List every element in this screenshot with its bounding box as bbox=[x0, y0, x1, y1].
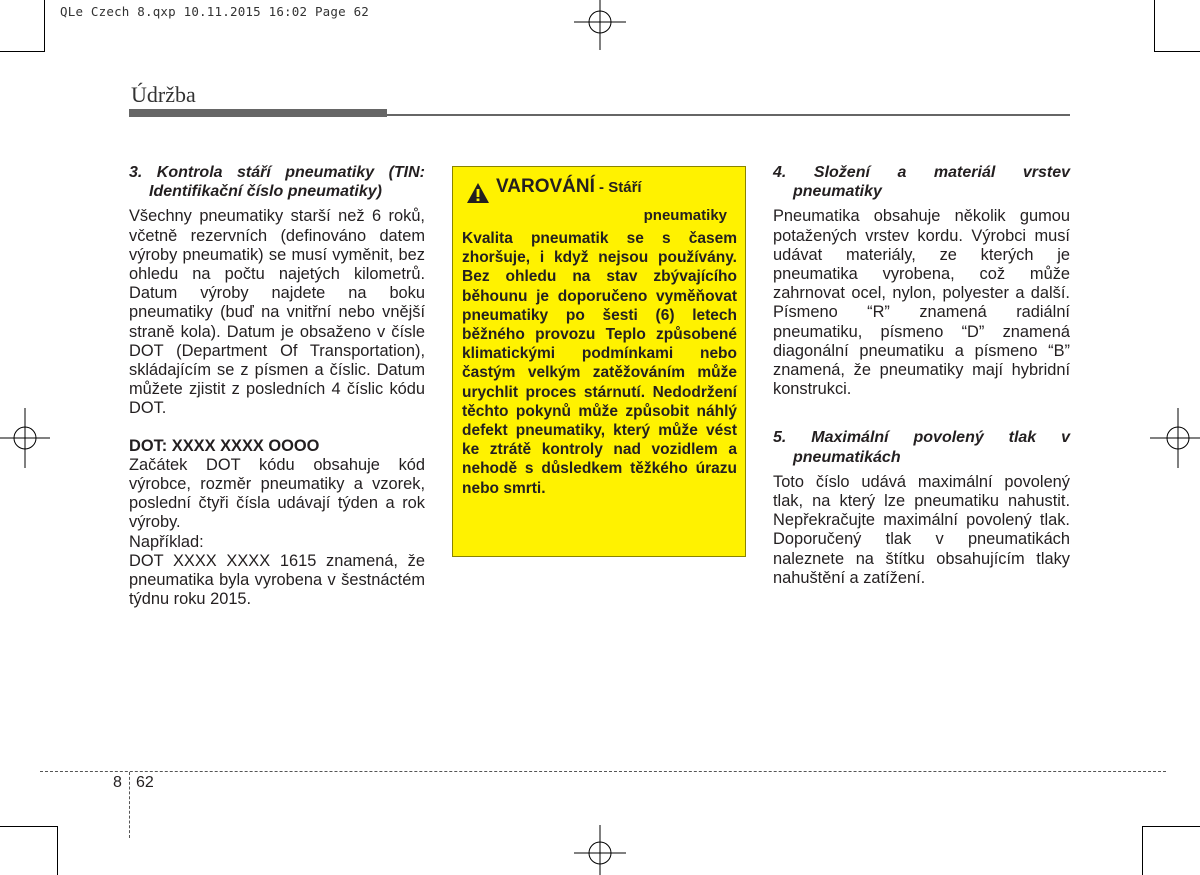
warning-subtitle-prefix: - Stáří bbox=[594, 179, 642, 196]
heading-tire-composition: 4. Složení a materiál vrstev pneumatiky bbox=[773, 164, 1070, 201]
paragraph-tire-age: Všechny pneumatiky starší než 6 roků, včetně rezervních (definováno datem výroby pneumatik) se musí vyměnit, bez ohledu na počtu najetých kilometrů. Datum výroby najdete na boku pneumatiky (buď na vnitřní nebo vnější straně kola). Datum je obsaženo v čísle DOT (Department Of Transportation), skládajícím se z písmen a číslic. Datum můžete zjistit z posledních 4 číslic kódu DOT. bbox=[129, 207, 425, 418]
warning-subtitle-suffix: pneumatiky bbox=[643, 207, 727, 224]
dot-code-example: DOT: XXXX XXXX OOOO bbox=[129, 436, 320, 455]
page-number: 62 bbox=[136, 774, 154, 791]
paragraph-dot-code: Začátek DOT kódu obsahuje kód výrobce, rozměr pneumatiky a vzorek, poslední čtyři čísla udávají týden a rok výroby. bbox=[129, 455, 425, 532]
print-slug: QLe Czech 8.qxp 10.11.2015 16:02 Page 62 bbox=[60, 4, 370, 19]
crop-mark-bottom-right-v bbox=[1142, 826, 1143, 875]
crop-mark-bottom-left-h bbox=[0, 826, 58, 827]
paragraph-example: DOT XXXX XXXX 1615 znamená, že pneumatika byla vyrobena v šestnáctém týdnu roku 2015. bbox=[129, 551, 425, 609]
footer-dashed-rule bbox=[40, 771, 1166, 772]
column-left bbox=[129, 163, 425, 609]
crop-mark-bottom-left-v bbox=[57, 826, 58, 875]
column-right bbox=[773, 163, 1070, 588]
paragraph-max-pressure: Toto číslo udává maximální povolený tlak, na který lze pneumatiku nahustit. Nepřekračujte maximální povolený tlak. Doporučený tlak v pneumatikách naleznete na štítku obsahujícím tlaky nahuštění a zatížení. bbox=[773, 472, 1070, 587]
crop-mark-top-right-v bbox=[1154, 0, 1155, 52]
paragraph-tire-composition: Pneumatika obsahuje několik gumou potažených vrstev kordu. Výrobci musí udávat materiály, ze kterých je pneumatika vyrobena, což může zahrnovat ocel, nylon, polyester a další. Písmeno “R” znamená radiální pneumatiku, písmeno “D” znamená diagonální pneumatiku a písmeno “B” znamená, že pneumatiky mají hybridní konstrukci. bbox=[773, 207, 1070, 399]
warning-body: Kvalita pneumatik se s časem zhoršuje, i když nejsou používány. Bez ohledu na stav zbývajícího běhounu je doporučeno vyměňovat pneumatiky po šesti (6) letech běžného provozu Teplo způsobené klimatickými podmínkami nebo častým velkým zatěžováním může urychlit proces stárnutí. Nedodržení těchto pokynů může způsobit náhlý defekt pneumatiky, který může vést ke ztrátě kontroly nad vozidlem a nehodě s důsledkem těžkého úrazu nebo smrti. bbox=[462, 230, 737, 497]
section-title: Údržba bbox=[131, 82, 196, 107]
heading-tire-age: 3. Kontrola stáří pneumatiky (TIN: Identifikační číslo pneumatiky) bbox=[129, 164, 425, 201]
crop-mark-bottom-right-h bbox=[1142, 826, 1200, 827]
crop-mark-top-left-v bbox=[44, 0, 45, 52]
footer-dashed-divider bbox=[129, 772, 130, 838]
chapter-number: 8 bbox=[113, 774, 122, 791]
registration-mark-right-icon bbox=[1150, 408, 1200, 468]
heading-max-pressure: 5. Maximální povolený tlak v pneumatikách bbox=[773, 429, 1070, 466]
header-rule-thin bbox=[387, 114, 1070, 116]
warning-box bbox=[452, 166, 746, 557]
warning-header bbox=[462, 175, 737, 204]
crop-mark-top-right-h bbox=[1154, 51, 1200, 52]
header-rule-thick bbox=[129, 109, 387, 117]
example-label: Například: bbox=[129, 532, 204, 551]
crop-mark-top-left-h bbox=[0, 51, 45, 52]
registration-mark-bottom-icon bbox=[570, 825, 630, 875]
warning-title: VAROVÁNÍ bbox=[496, 176, 595, 197]
registration-mark-top-icon bbox=[570, 0, 630, 50]
registration-mark-left-icon bbox=[0, 408, 50, 468]
warning-triangle-icon bbox=[466, 182, 490, 204]
